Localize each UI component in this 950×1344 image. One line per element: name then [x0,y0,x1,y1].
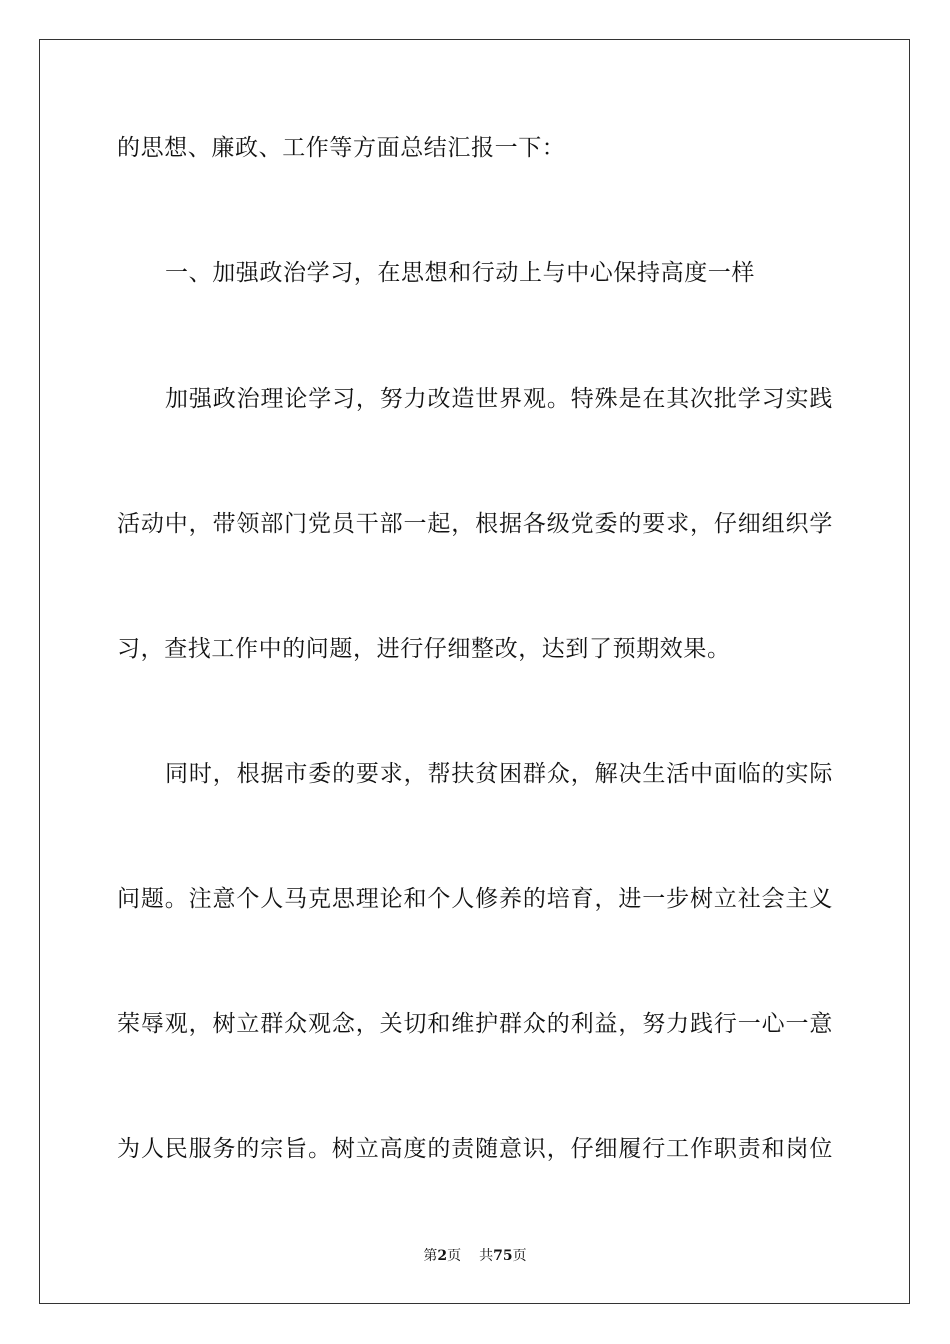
body-line-5: 习，查找工作中的问题，进行仔细整改，达到了预期效果。 [117,636,731,662]
body-line-1: 的思想、廉政、工作等方面总结汇报一下： [117,135,566,161]
page-number: 2 [437,1248,448,1264]
body-line-8: 荣辱观，树立群众观念，关切和维护群众的利益，努力践行一心一意 [117,1011,833,1037]
body-line-9: 为人民服务的宗旨。树立高度的责随意识，仔细履行工作职责和岗位 [117,1136,833,1162]
total-pages: 75 [493,1248,513,1264]
page-footer [0,1246,950,1266]
body-line-3: 加强政治理论学习，努力改造世界观。特殊是在其次批学习实践 [165,386,833,412]
body-line-6: 同时，根据市委的要求，帮扶贫困群众，解决生活中面临的实际 [165,761,833,787]
page-prefix: 第 [423,1248,438,1264]
body-line-7: 问题。注意个人马克思理论和个人修养的培育，进一步树立社会主义 [117,886,833,912]
total-suffix: 页 [512,1248,527,1264]
page-suffix: 页 [447,1248,462,1264]
section-heading: 一、加强政治学习，在思想和行动上与中心保持高度一样 [165,260,755,286]
body-line-4: 活动中，带领部门党员干部一起，根据各级党委的要求，仔细组织学 [117,511,833,537]
page-frame [39,39,910,1304]
total-prefix: 共 [479,1248,494,1264]
